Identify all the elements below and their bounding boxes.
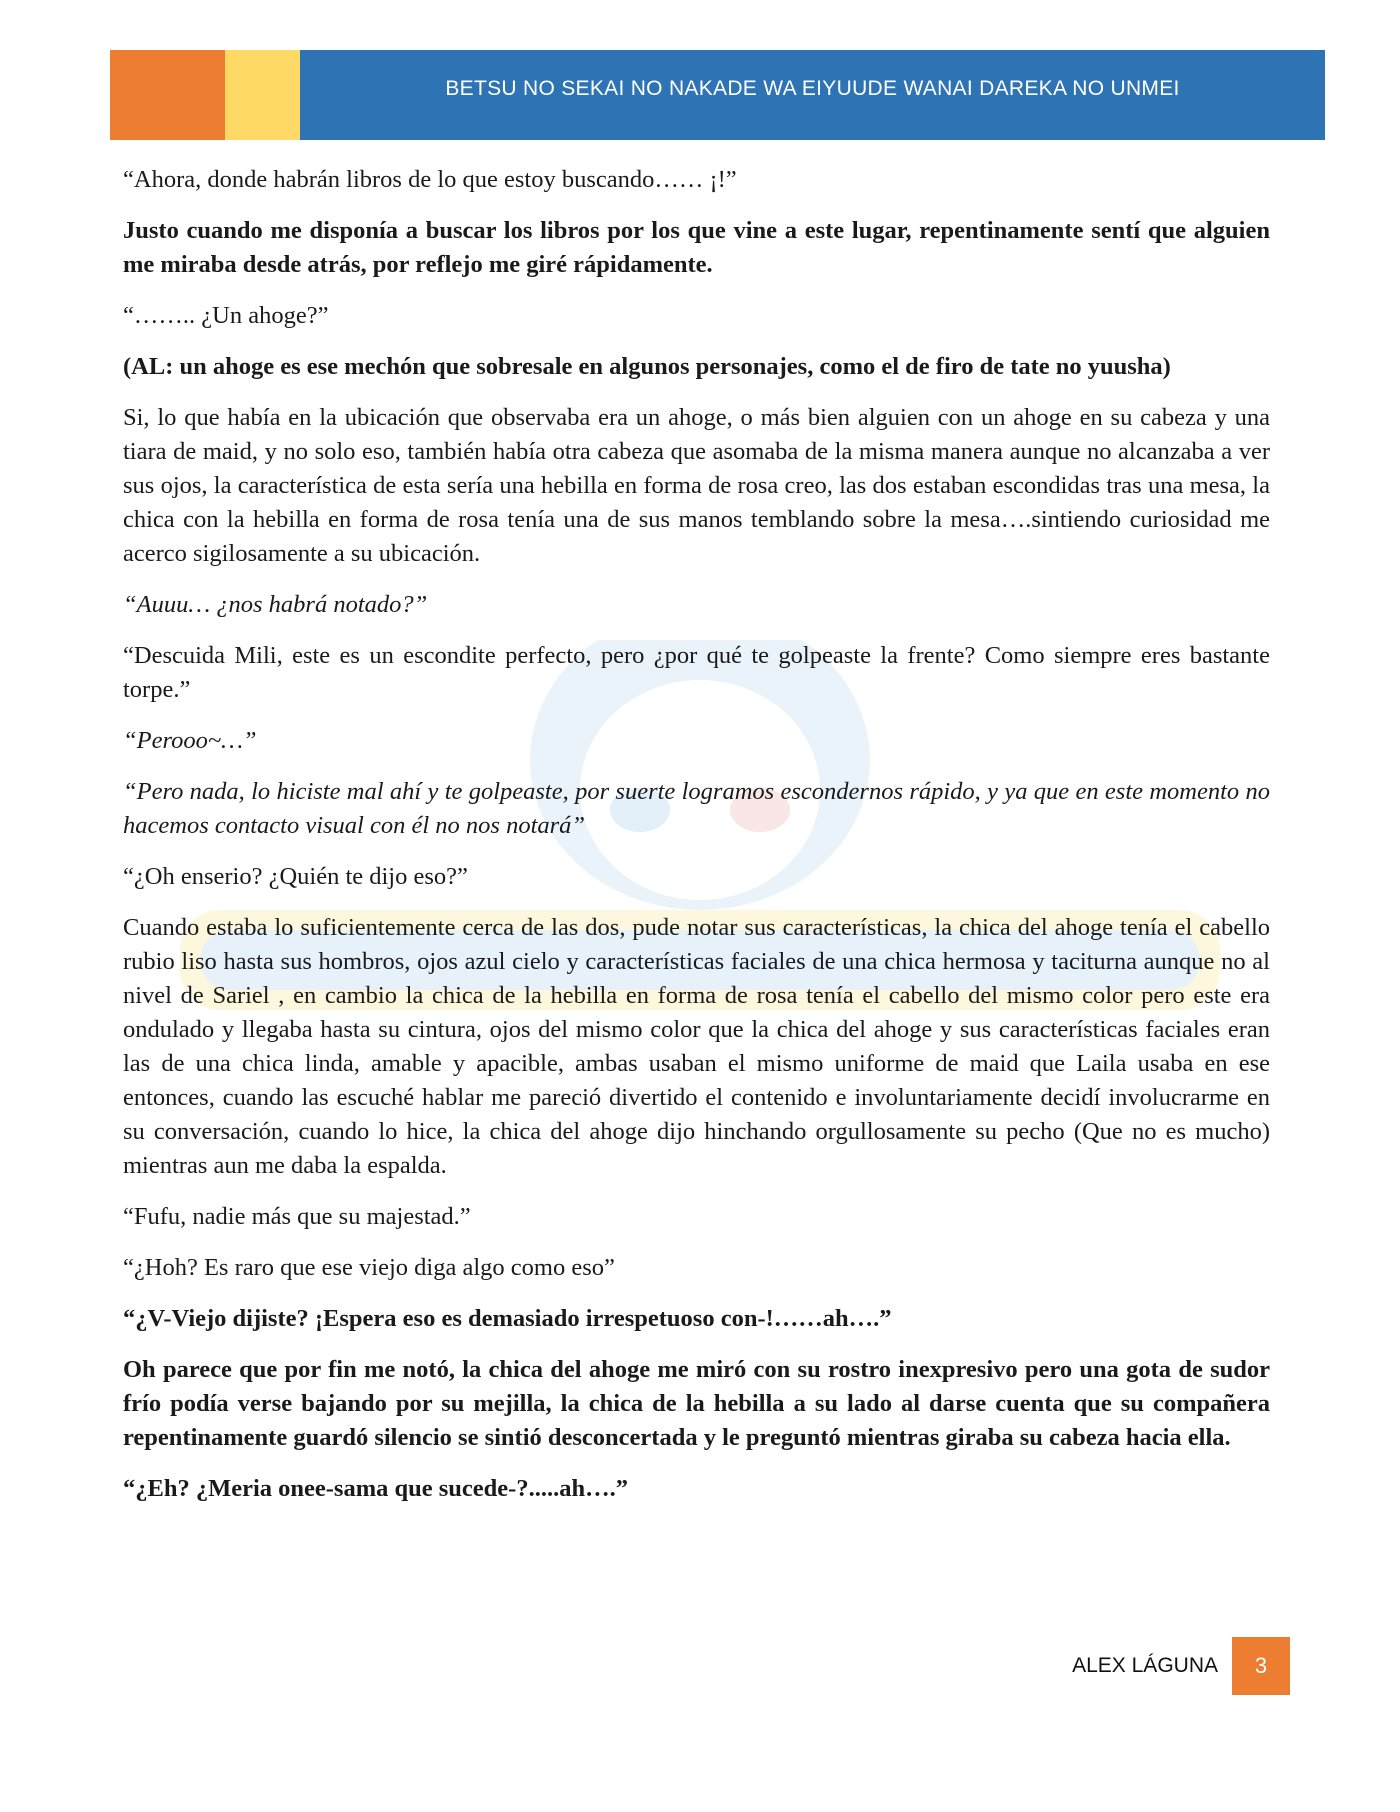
header-title: BETSU NO SEKAI NO NAKADE WA EIYUUDE WANAI DAREKA NO UNMEI xyxy=(300,50,1325,140)
page-number: 3 xyxy=(1232,1637,1290,1695)
paragraph: “¿Hoh? Es raro que ese viejo diga algo como eso” xyxy=(123,1254,615,1281)
paragraph: “Pero nada, lo hiciste mal ahí y te golpeaste, por suerte logramos escondernos rápido, y ya que en este momento no hacemos contacto visual con él no nos notará” xyxy=(123,778,1270,839)
header-orange-block xyxy=(110,50,225,140)
paragraph: (AL: un ahoge es ese mechón que sobresale en algunos personajes, como el de firo de tate no yuusha) xyxy=(123,353,1171,380)
page-header xyxy=(110,50,1325,140)
paragraph: Oh parece que por fin me notó, la chica del ahoge me miró con su rostro inexpresivo pero una gota de sudor frío podía verse bajando por su mejilla, la chica de la hebilla a su lado al darse cuenta que su compañera repentinamente guardó silencio se sintió desconcertada y le preguntó mientras giraba su cabeza hacia ella. xyxy=(123,1356,1270,1451)
paragraph: Cuando estaba lo suficientemente cerca de las dos, pude notar sus características, la chica del ahoge tenía el cabello rubio liso hasta sus hombros, ojos azul cielo y características faciales de una chica hermosa y taciturna aunque no al nivel de Sariel , en cambio la chica de la hebilla en forma de rosa tenía el cabello del mismo color pero este era ondulado y llegaba hasta su cintura, ojos del mismo color que la chica del ahoge y sus características faciales eran las de una chica linda, amable y apacible, ambas usaban el mismo uniforme de maid que Laila usaba en ese entonces, cuando las escuché hablar me pareció divertido el contenido e involuntariamente decidí involucrarme en su conversación, cuando lo hice, la chica del ahoge dijo hinchando orgullosamente su pecho (Que no es mucho) mientras aun me daba la espalda. xyxy=(123,914,1270,1179)
paragraph: “¿Oh enserio? ¿Quién te dijo eso?” xyxy=(123,863,468,890)
paragraph: “…….. ¿Un ahoge?” xyxy=(123,302,329,329)
paragraph: “Ahora, donde habrán libros de lo que estoy buscando…… ¡!” xyxy=(123,166,737,193)
document-body xyxy=(123,163,1270,1523)
paragraph: Si, lo que había en la ubicación que observaba era un ahoge, o más bien alguien con un ahoge en su cabeza y una tiara de maid, y no solo eso, también había otra cabeza que asomaba de la misma manera aunque no alcanzaba a ver sus ojos, la característica de esta sería una hebilla en forma de rosa creo, las dos estaban escondidas tras una mesa, la chica con la hebilla en forma de rosa tenía una de sus manos temblando sobre la mesa….sintiendo curiosidad me acerco sigilosamente a su ubicación. xyxy=(123,404,1270,567)
paragraph: “Fufu, nadie más que su majestad.” xyxy=(123,1203,471,1230)
paragraph: “Perooo~…” xyxy=(123,727,257,754)
page-footer xyxy=(1060,1637,1290,1695)
paragraph: “Descuida Mili, este es un escondite perfecto, pero ¿por qué te golpeaste la frente? Como siempre eres bastante torpe.” xyxy=(123,642,1270,703)
footer-author: ALEX LÁGUNA xyxy=(1072,1654,1218,1677)
paragraph: Justo cuando me disponía a buscar los libros por los que vine a este lugar, repentinamente sentí que alguien me miraba desde atrás, por reflejo me giré rápidamente. xyxy=(123,217,1270,278)
header-yellow-block xyxy=(225,50,300,140)
paragraph: “Auuu… ¿nos habrá notado?” xyxy=(123,591,428,618)
paragraph: “¿V-Viejo dijiste? ¡Espera eso es demasiado irrespetuoso con-!……ah….” xyxy=(123,1305,892,1332)
paragraph: “¿Eh? ¿Meria onee-sama que sucede-?.....ah….” xyxy=(123,1475,628,1502)
